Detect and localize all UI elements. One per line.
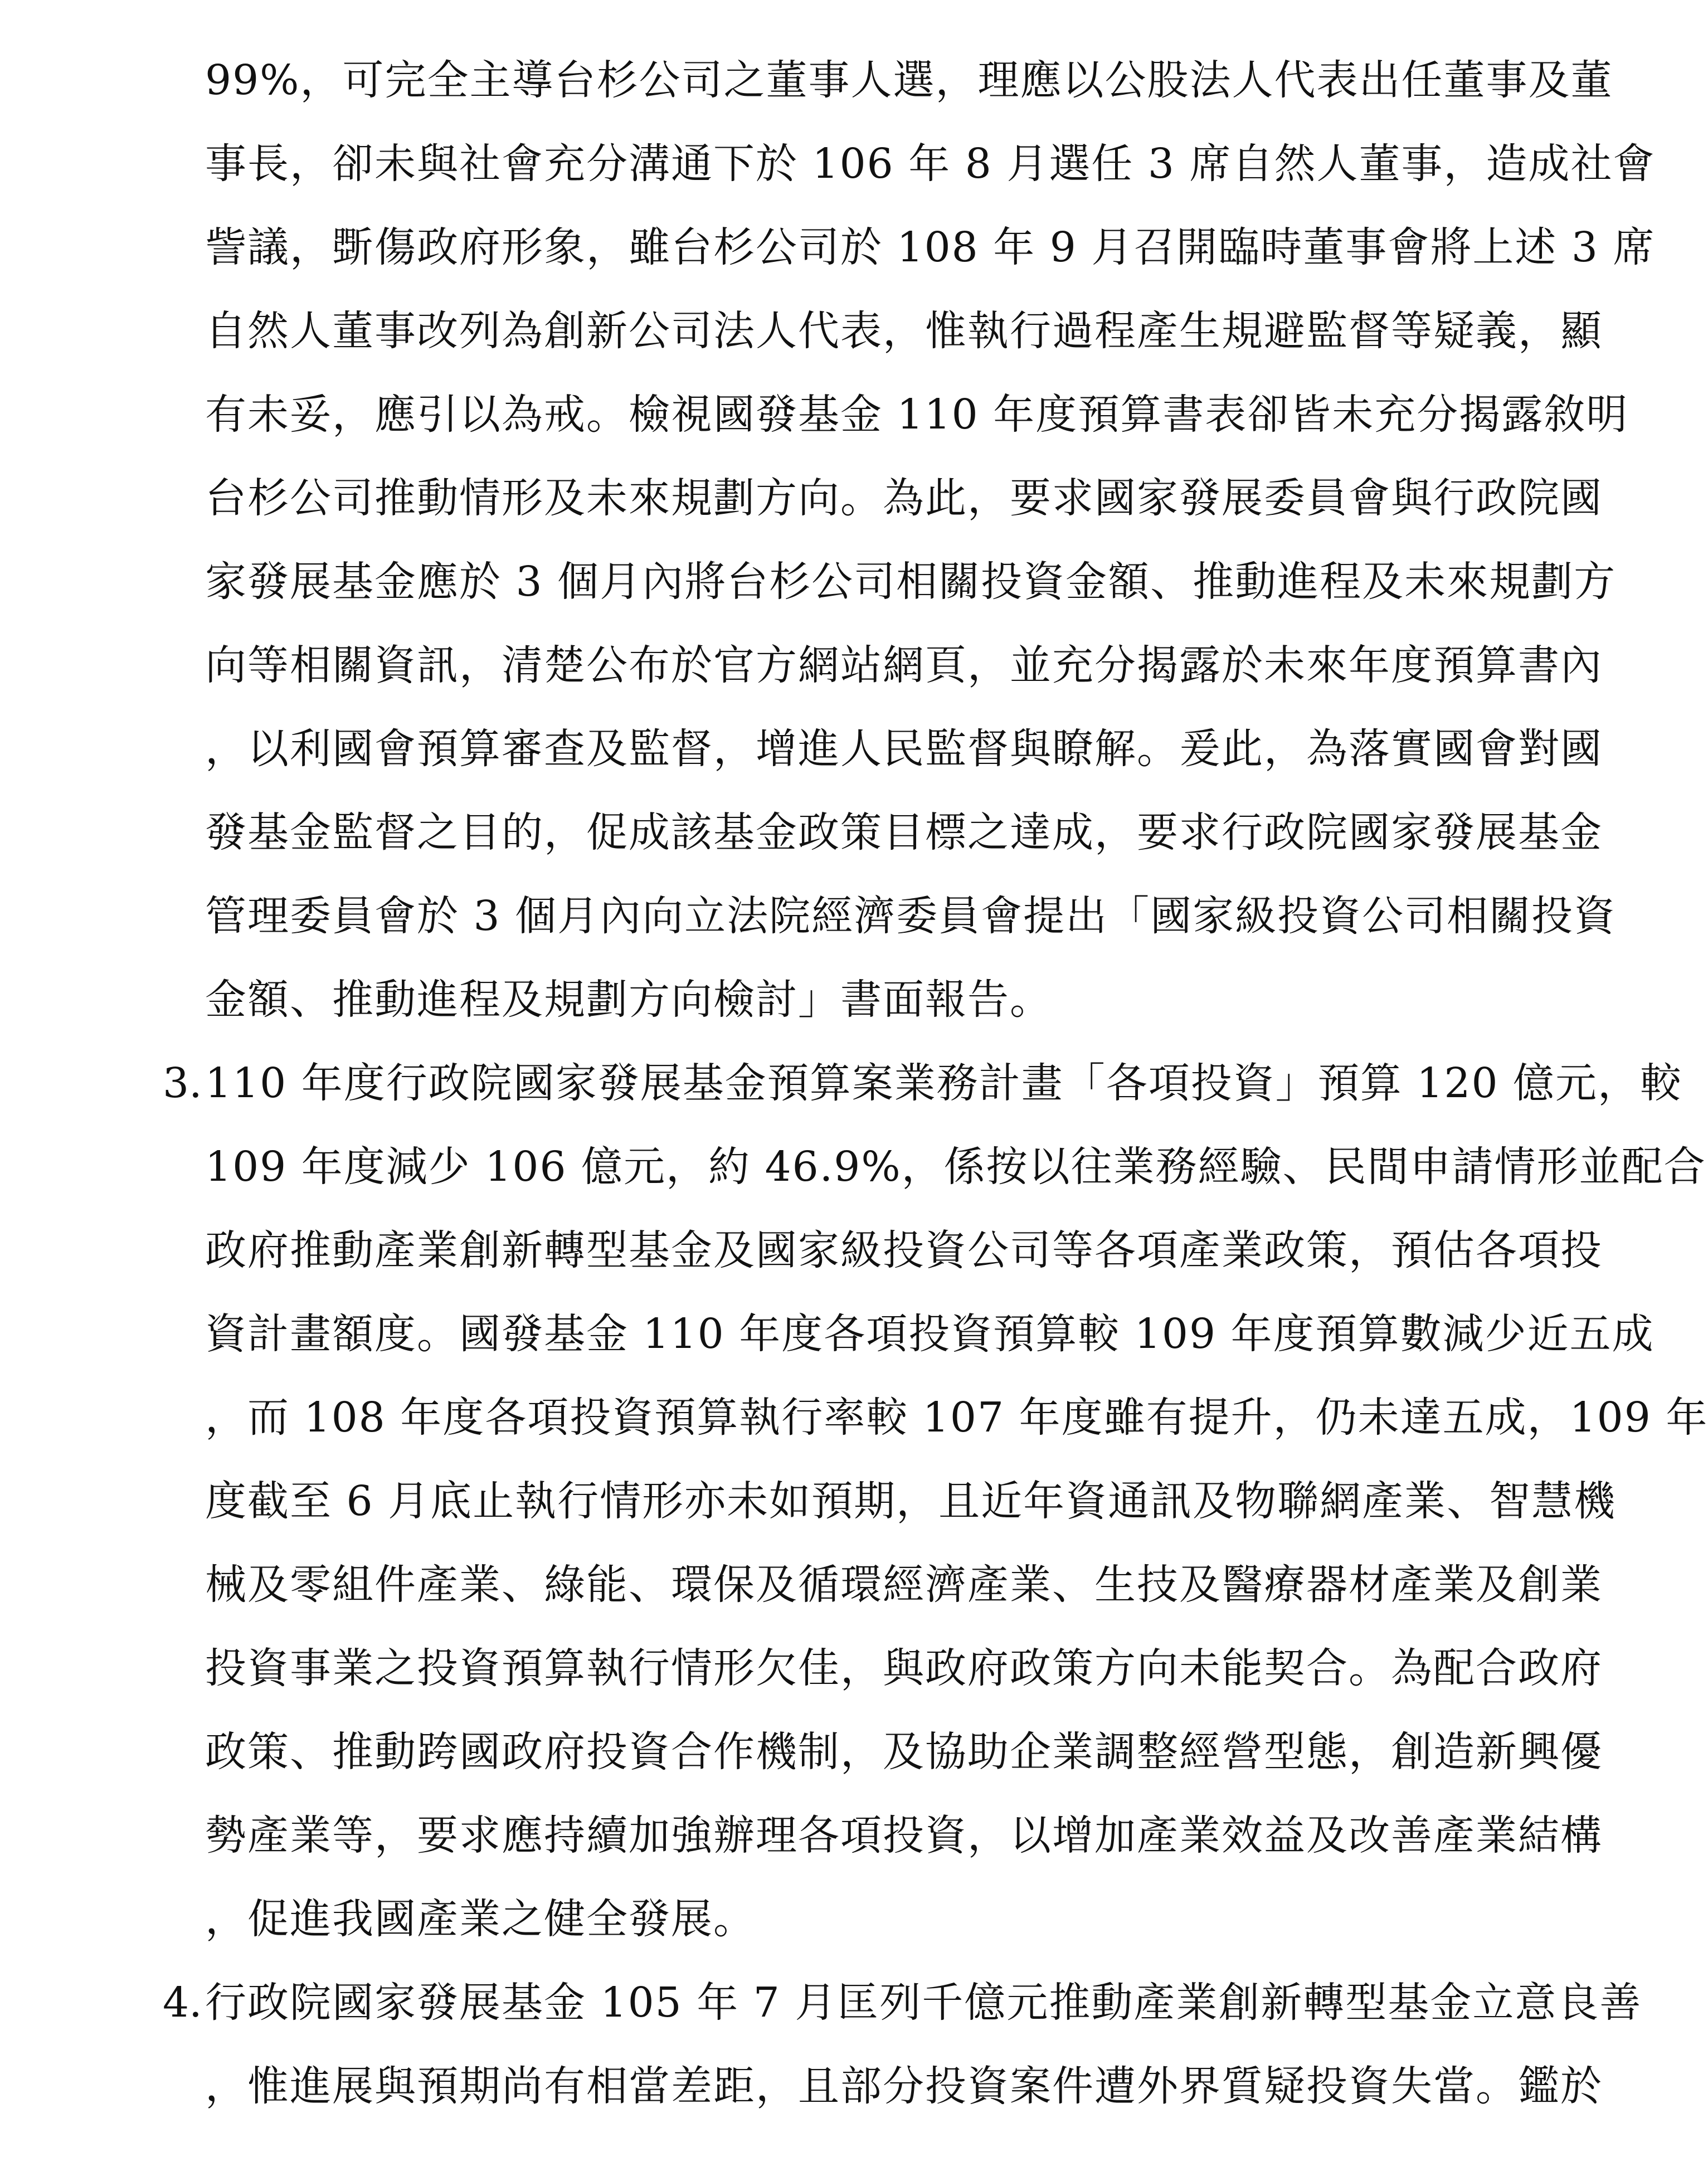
item-number: 3.	[163, 1059, 202, 1107]
item-3-line: 政策、推動跨國政府投資合作機制，及協助企業調整經營型態，創造新興優	[205, 1728, 1603, 1776]
paragraph-line: 金額、推動進程及規劃方向檢討」書面報告。	[205, 976, 1052, 1024]
paragraph-line: 有未妥，應引以為戒。檢視國發基金 110 年度預算書表卻皆未充分揭露敘明	[205, 391, 1629, 439]
paragraph-line: 台杉公司推動情形及未來規劃方向。為此，要求國家發展委員會與行政院國	[205, 474, 1603, 522]
paragraph-line: 訾議，斲傷政府形象，雖台杉公司於 108 年 9 月召開臨時董事會將上述 3 席	[205, 223, 1656, 271]
paragraph-line: 自然人董事改列為創新公司法人代表，惟執行過程產生規避監督等疑義，顯	[205, 307, 1603, 355]
item-3-line: 械及零組件產業、綠能、環保及循環經濟產業、生技及醫療器材產業及創業	[205, 1561, 1603, 1609]
paragraph-line: 家發展基金應於 3 個月內將台杉公司相關投資金額、推動進程及未來規劃方	[205, 558, 1617, 606]
item-3-line: 勢產業等，要求應持續加強辦理各項投資，以增加產業效益及改善產業結構	[205, 1812, 1603, 1859]
item-3-line: ，促進我國產業之健全發展。	[205, 1895, 756, 1943]
item-3-line: 資計畫額度。國發基金 110 年度各項投資預算較 109 年度預算數減少近五成	[205, 1310, 1655, 1358]
item-4-line: ，惟進展與預期尚有相當差距，且部分投資案件遭外界質疑投資失當。鑑於	[205, 2062, 1603, 2110]
item-3-line: 度截至 6 月底止執行情形亦未如預期，且近年資通訊及物聯網產業、智慧機	[205, 1477, 1617, 1525]
paragraph-line: ，以利國會預算審查及監督，增進人民監督與瞭解。爰此，為落實國會對國	[205, 725, 1603, 773]
paragraph-line: 向等相關資訊，清楚公布於官方網站網頁，並充分揭露於未來年度預算書內	[205, 641, 1603, 689]
item-3-line: 110 年度行政院國家發展基金預算案業務計畫「各項投資」預算 120 億元，較	[205, 1059, 1683, 1107]
paragraph-line: 99%，可完全主導台杉公司之董事人選，理應以公股法人代表出任董事及董	[205, 56, 1613, 104]
item-number: 4.	[163, 1979, 202, 2027]
item-3-line: 109 年度減少 106 億元，約 46.9%，係按以往業務經驗、民間申請情形並配合	[205, 1143, 1706, 1191]
item-3-line: 投資事業之投資預算執行情形欠佳，與政府政策方向未能契合。為配合政府	[205, 1644, 1603, 1692]
paragraph-line: 事長，卻未與社會充分溝通下於 106 年 8 月選任 3 席自然人董事，造成社會	[205, 140, 1656, 188]
paragraph-line: 管理委員會於 3 個月內向立法院經濟委員會提出「國家級投資公司相關投資	[205, 892, 1617, 940]
item-4-line: 行政院國家發展基金 105 年 7 月匡列千億元推動產業創新轉型基金立意良善	[205, 1979, 1642, 2027]
item-3-line: ，而 108 年度各項投資預算執行率較 107 年度雖有提升，仍未達五成，109 年	[205, 1394, 1708, 1442]
item-3-line: 政府推動產業創新轉型基金及國家級投資公司等各項產業政策，預估各項投	[205, 1226, 1603, 1274]
paragraph-line: 發基金監督之目的，促成該基金政策目標之達成，要求行政院國家發展基金	[205, 809, 1603, 856]
